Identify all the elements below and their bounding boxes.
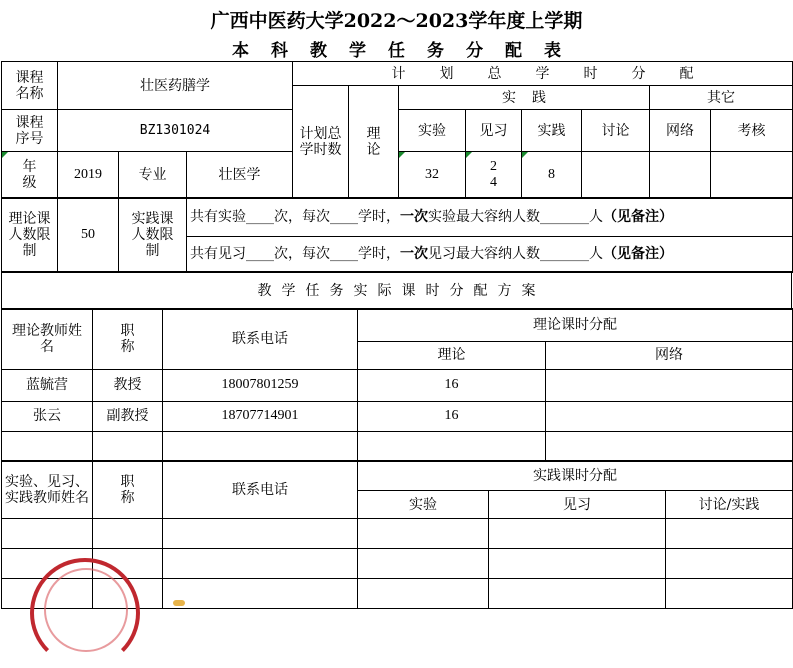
table-row bbox=[2, 431, 793, 461]
grade-label: 年级 bbox=[2, 152, 58, 198]
empty-cell bbox=[666, 579, 793, 609]
practice-group-label: 实践 bbox=[399, 86, 650, 110]
major-value: 壮医学 bbox=[187, 152, 293, 198]
empty-cell bbox=[163, 549, 358, 579]
course-code-label: 课程序号 bbox=[2, 110, 58, 152]
plan-title: 教学任务实际课时分配方案 bbox=[2, 272, 792, 309]
empty-cell bbox=[489, 549, 666, 579]
empty-cell bbox=[489, 519, 666, 549]
teacher-network-hours bbox=[546, 431, 793, 461]
empty-cell bbox=[666, 549, 793, 579]
practice-teachers-table bbox=[1, 460, 793, 609]
empty-cell bbox=[358, 549, 489, 579]
theory-teachers-table bbox=[1, 308, 793, 462]
empty-cell bbox=[2, 519, 93, 549]
col-observe: 见习 bbox=[466, 110, 522, 152]
empty-cell bbox=[2, 549, 93, 579]
teacher-theory-hours: 16 bbox=[358, 401, 546, 431]
course-name-label: 课程名称 bbox=[2, 62, 58, 110]
theory-limit-label: 理论课人数限制 bbox=[2, 198, 58, 272]
discussion-hours-value bbox=[711, 152, 793, 198]
discuss-practice-col-header: 讨论/实践 bbox=[666, 491, 793, 519]
teacher-network-hours bbox=[546, 401, 793, 431]
col-network: 网络 bbox=[650, 110, 711, 152]
theory-label: 理论 bbox=[349, 86, 399, 198]
teacher-theory-hours: 16 bbox=[358, 369, 546, 401]
document-subtitle: 本科教学任务分配表 bbox=[232, 41, 583, 61]
empty-cell bbox=[93, 579, 163, 609]
experiment-hours-value: 8 bbox=[522, 152, 582, 198]
major-label: 专业 bbox=[119, 152, 187, 198]
observe-col-header: 见习 bbox=[489, 491, 666, 519]
col-discussion: 讨论 bbox=[582, 110, 650, 152]
col-experiment: 实验 bbox=[399, 110, 466, 152]
empty-cell bbox=[358, 579, 489, 609]
teacher-network-hours bbox=[546, 369, 793, 401]
empty-cell bbox=[666, 519, 793, 549]
col-practice: 实践 bbox=[522, 110, 582, 152]
observe-limit-line: 共有见习____次，每次____学时，一次见习最大容纳人数_______人（见备注） bbox=[187, 236, 793, 272]
empty-cell bbox=[93, 519, 163, 549]
course-name-value: 壮医药膳学 bbox=[58, 62, 293, 110]
document-title: 广西中医药大学2022～2023学年度上学期 bbox=[210, 10, 583, 32]
table-row bbox=[2, 579, 793, 609]
grade-value: 2019 bbox=[58, 152, 119, 198]
theory-teacher-title-header: 职称 bbox=[93, 309, 163, 369]
practice-teacher-title-header: 职称 bbox=[93, 461, 163, 519]
table-row bbox=[2, 401, 793, 431]
empty-cell bbox=[358, 519, 489, 549]
practice-limit-label: 实践课人数限制 bbox=[119, 198, 187, 272]
experiment-limit-line: 共有实验____次，每次____学时，一次实验最大容纳人数_______人（见备注） bbox=[187, 198, 793, 236]
teacher-theory-hours bbox=[358, 431, 546, 461]
teacher-title bbox=[93, 431, 163, 461]
teacher-phone: 18707714901 bbox=[163, 401, 358, 431]
practice-teacher-phone-header: 联系电话 bbox=[163, 461, 358, 519]
course-code-value: BZ1301024 bbox=[58, 110, 293, 152]
theory-hours-header: 理论课时分配 bbox=[358, 309, 793, 341]
teacher-title: 教授 bbox=[93, 369, 163, 401]
theory-limit-value: 50 bbox=[58, 198, 119, 272]
theory-teacher-name-header: 理论教师姓名 bbox=[2, 309, 93, 369]
teacher-name bbox=[2, 431, 93, 461]
table-row bbox=[2, 369, 793, 401]
teacher-title: 副教授 bbox=[93, 401, 163, 431]
course-info-table bbox=[1, 61, 793, 198]
col-exam: 考核 bbox=[711, 110, 793, 152]
theory-col-header: 理论 bbox=[358, 341, 546, 369]
observe-hours-value bbox=[582, 152, 650, 198]
teacher-name: 蓝毓营 bbox=[2, 369, 93, 401]
other-group-label: 其它 bbox=[650, 86, 793, 110]
table-row bbox=[2, 519, 793, 549]
limits-table bbox=[1, 197, 793, 273]
network-col-header: 网络 bbox=[546, 341, 793, 369]
teacher-name: 张云 bbox=[2, 401, 93, 431]
theory-teacher-phone-header: 联系电话 bbox=[163, 309, 358, 369]
plan-title-table bbox=[1, 271, 792, 310]
empty-cell bbox=[93, 549, 163, 579]
practice-hours-header: 实践课时分配 bbox=[358, 461, 793, 491]
total-hours-label: 计划总学时数 bbox=[293, 86, 349, 198]
teacher-phone: 18007801259 bbox=[163, 369, 358, 401]
theory-hours-value: 24 bbox=[466, 152, 522, 198]
empty-cell bbox=[163, 579, 358, 609]
practice-teacher-name-header: 实验、见习、实践教师姓名 bbox=[2, 461, 93, 519]
experiment-col-header: 实验 bbox=[358, 491, 489, 519]
plan-hours-header: 计划总学时分配 bbox=[293, 62, 793, 86]
practice-hours-value bbox=[650, 152, 711, 198]
teacher-phone bbox=[163, 431, 358, 461]
table-row bbox=[2, 549, 793, 579]
empty-cell bbox=[489, 579, 666, 609]
empty-cell bbox=[163, 519, 358, 549]
empty-cell bbox=[2, 579, 93, 609]
total-hours-value: 32 bbox=[399, 152, 466, 198]
